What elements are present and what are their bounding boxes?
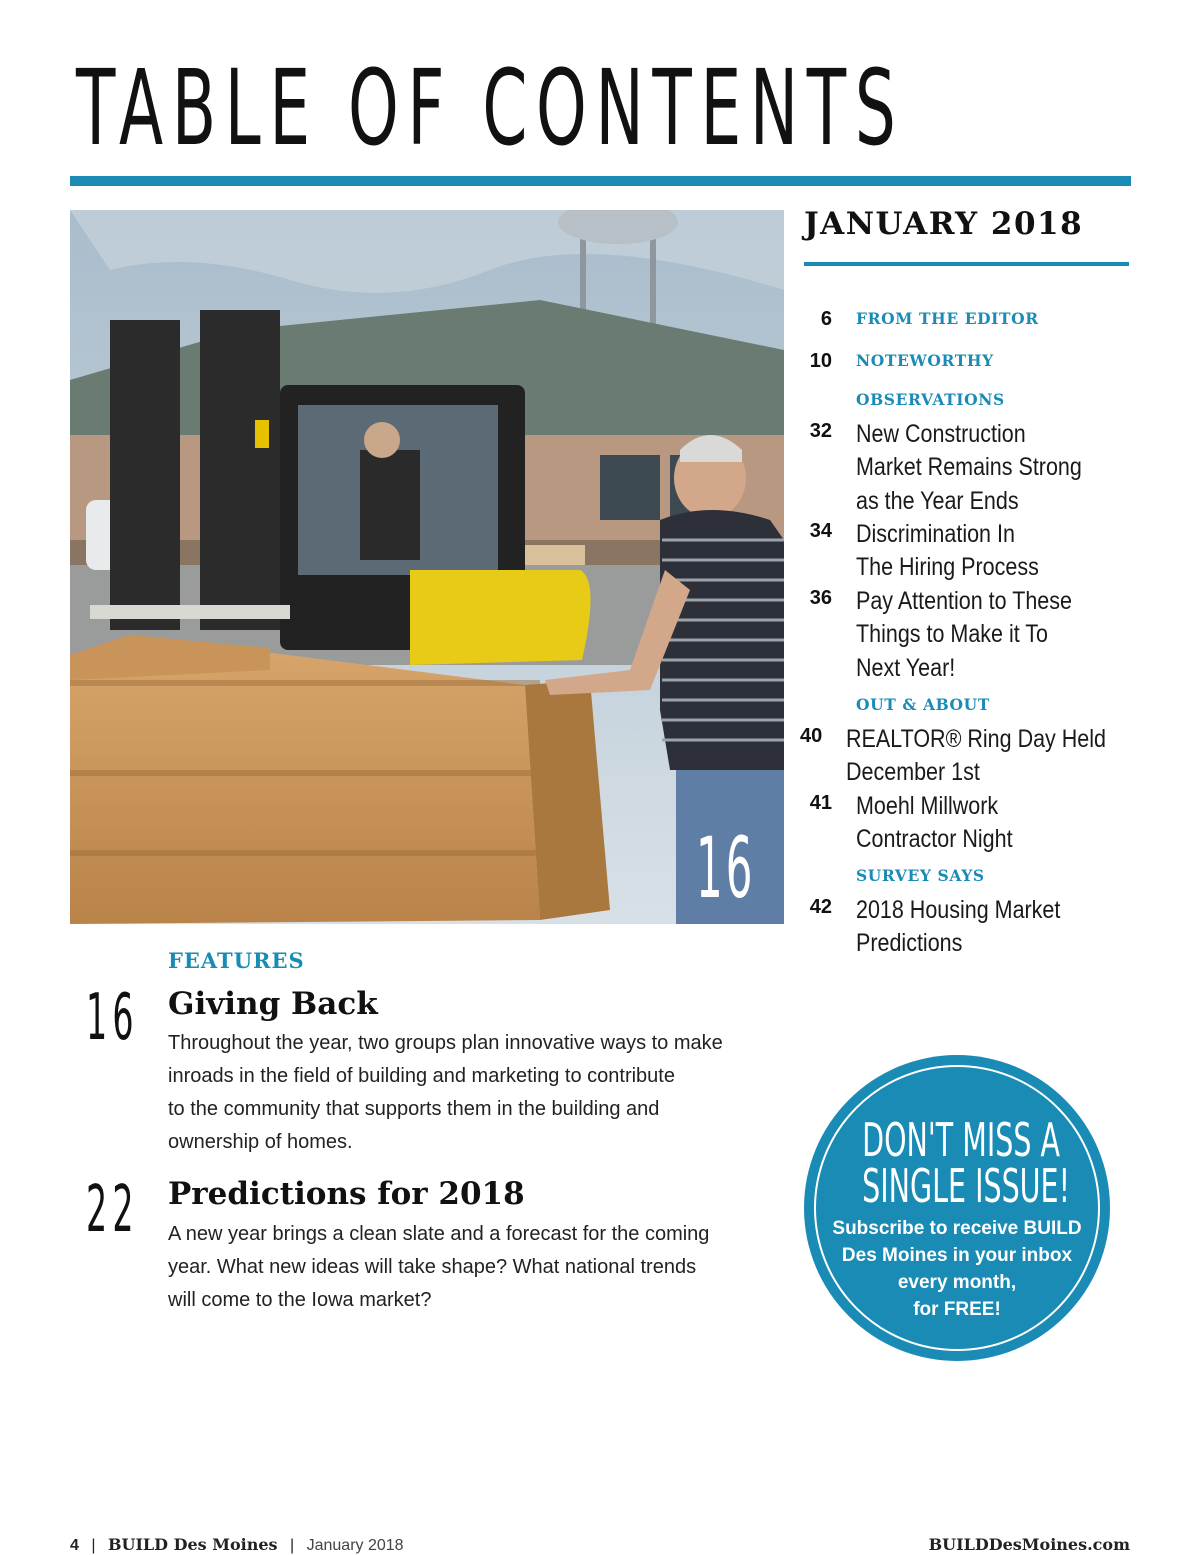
toc-article-title: REALTOR® Ring Day Held December 1st xyxy=(846,725,1107,787)
toc-page-number: 32 xyxy=(809,420,832,442)
toc-item-noteworthy[interactable] xyxy=(800,348,1130,390)
footer-website-link[interactable]: BUILDDesMoines.com xyxy=(928,1535,1130,1554)
feature-title-link[interactable]: Giving Back xyxy=(168,986,378,1022)
subscribe-headline: SINGLE ISSUE! xyxy=(862,1159,1071,1213)
footer-publication: BUILD Des Moines xyxy=(107,1535,278,1554)
footer-date: January 2018 xyxy=(306,1537,404,1554)
toc-article-title: New Construction Market Remains Strong as the Year Ends xyxy=(856,420,1082,515)
toc-category-survey-says xyxy=(800,866,1130,894)
toc-category-label: OBSERVATIONS xyxy=(856,390,1005,409)
footer-page-number: 4 xyxy=(70,1537,79,1554)
toc-page-number: 42 xyxy=(809,896,832,918)
forklift-scene-illustration xyxy=(70,210,784,924)
toc-item-from-the-editor[interactable] xyxy=(800,306,1130,348)
issue-date: JANUARY 2018 xyxy=(804,206,1084,242)
toc-page-number: 36 xyxy=(809,587,832,609)
toc-page-number: 10 xyxy=(809,350,832,372)
feature-description: Throughout the year, two groups plan innovative ways to make inroads in the field of building and marketing to contribute to the community that supports them in the building and ownership of homes. xyxy=(168,1032,723,1153)
feature-description: A new year brings a clean slate and a forecast for the coming year. What new ideas will take shape? What national trends will come to the Iowa market? xyxy=(168,1223,710,1311)
subscribe-headline: DON'T MISS A xyxy=(862,1113,1061,1167)
feature-page-number: 22 xyxy=(86,1173,139,1247)
subscribe-text: Subscribe to receive BUILD Des Moines in your inbox every month, for FREE! xyxy=(832,1218,1082,1320)
footer-separator: | xyxy=(91,1537,96,1554)
toc-item-42[interactable] xyxy=(800,894,1130,961)
toc-item-41[interactable] xyxy=(800,790,1130,866)
feature-title-link[interactable]: Predictions for 2018 xyxy=(168,1176,525,1212)
toc-section-label: NOTEWORTHY xyxy=(856,351,994,370)
toc-category-label: OUT & ABOUT xyxy=(856,695,990,714)
toc-item-36[interactable] xyxy=(800,585,1130,695)
toc-article-title: Moehl Millwork Contractor Night xyxy=(856,792,1013,854)
toc-article-title: Pay Attention to These Things to Make it To Next Year! xyxy=(856,587,1072,682)
toc-article-title: Discrimination In The Hiring Process xyxy=(856,520,1039,582)
footer-left xyxy=(70,1535,404,1555)
subscribe-badge[interactable] xyxy=(804,1055,1110,1361)
toc-list xyxy=(800,306,1130,961)
page-title: TABLE OF CONTENTS xyxy=(76,47,905,169)
title-rule xyxy=(70,176,1131,186)
footer-separator: | xyxy=(290,1537,295,1554)
toc-category-label: SURVEY SAYS xyxy=(856,866,985,885)
toc-page-number: 41 xyxy=(809,792,832,814)
toc-item-40[interactable] xyxy=(800,723,1130,790)
issue-date-rule xyxy=(804,262,1129,266)
toc-category-out-and-about xyxy=(800,695,1130,723)
features-heading: FEATURES xyxy=(168,948,305,973)
toc-section-label: FROM THE EDITOR xyxy=(856,309,1039,328)
toc-page-number: 40 xyxy=(800,725,823,747)
toc-category-observations xyxy=(800,390,1130,418)
feature-photo xyxy=(70,210,784,924)
photo-page-number: 16 xyxy=(696,819,756,917)
feature-page-number: 16 xyxy=(86,981,139,1055)
toc-page-number: 34 xyxy=(809,520,832,542)
toc-page-number: 6 xyxy=(820,308,832,330)
toc-article-title: 2018 Housing Market Predictions xyxy=(856,896,1061,958)
toc-item-32[interactable] xyxy=(800,418,1130,518)
toc-item-34[interactable] xyxy=(800,518,1130,585)
